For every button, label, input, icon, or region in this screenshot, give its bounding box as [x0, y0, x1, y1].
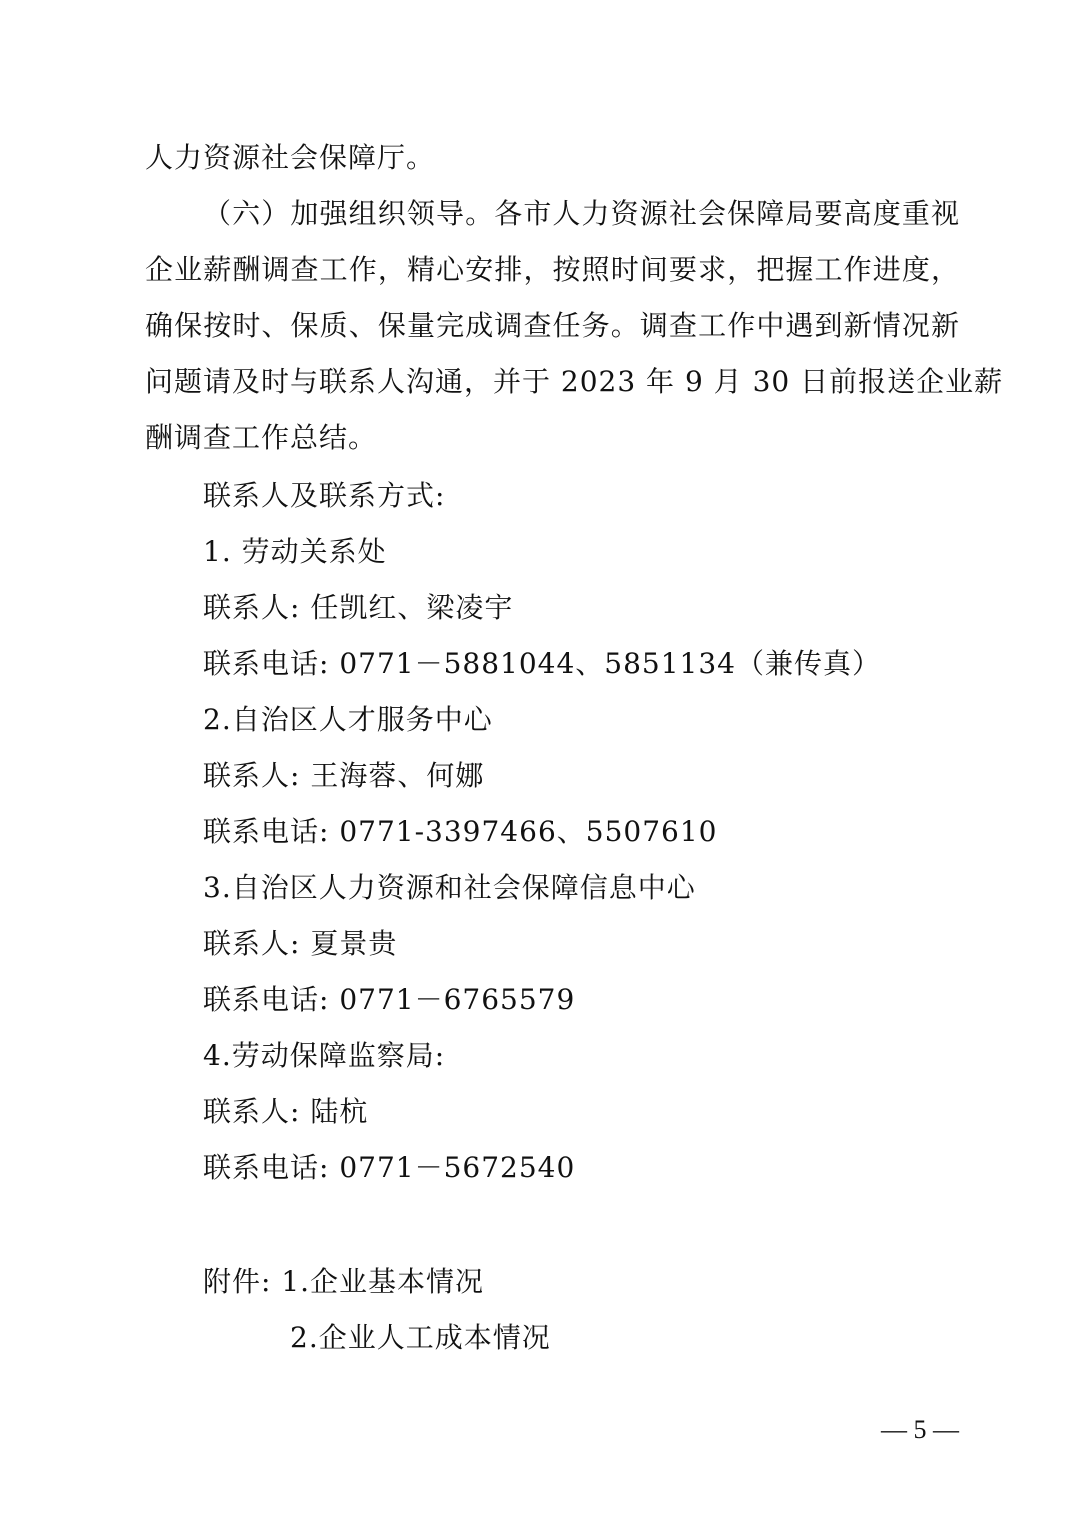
contact-person-3: 联系人: 夏景贵 [203, 927, 398, 960]
contact-phone-2: 联系电话: 0771-3397466、5507610 [203, 815, 718, 848]
body-line-5: 问题请及时与联系人沟通，并于 2023 年 9 月 30 日前报送企业薪 [145, 365, 1004, 398]
contacts-heading: 联系人及联系方式: [203, 479, 446, 512]
contact-person-1: 联系人: 任凯红、梁凌宇 [203, 591, 514, 624]
contact-dept-4: 4.劳动保障监察局: [203, 1039, 446, 1072]
body-line-6: 酬调查工作总结。 [145, 421, 378, 454]
attachment-1: 附件: 1.企业基本情况 [203, 1265, 485, 1298]
body-line-4: 确保按时、保质、保量完成调查任务。调查工作中遇到新情况新 [145, 309, 960, 342]
contact-dept-3: 3.自治区人力资源和社会保障信息中心 [203, 871, 696, 904]
contact-person-2: 联系人: 王海蓉、何娜 [203, 759, 485, 792]
body-line-1: 人力资源社会保障厅。 [145, 141, 436, 174]
contact-dept-1: 1. 劳动关系处 [203, 535, 387, 568]
contact-dept-2: 2.自治区人才服务中心 [203, 703, 493, 736]
contact-phone-1: 联系电话: 0771－5881044、5851134（兼传真） [203, 647, 881, 680]
attachment-2: 2.企业人工成本情况 [290, 1321, 551, 1354]
body-line-2: （六）加强组织领导。各市人力资源社会保障局要高度重视 [203, 197, 960, 230]
contact-phone-4: 联系电话: 0771－5672540 [203, 1151, 576, 1184]
contact-phone-3: 联系电话: 0771－6765579 [203, 983, 576, 1016]
page-number: — 5 — [881, 1415, 959, 1444]
body-line-3: 企业薪酬调查工作，精心安排，按照时间要求，把握工作进度， [145, 253, 960, 286]
contact-person-4: 联系人: 陆杭 [203, 1095, 369, 1128]
